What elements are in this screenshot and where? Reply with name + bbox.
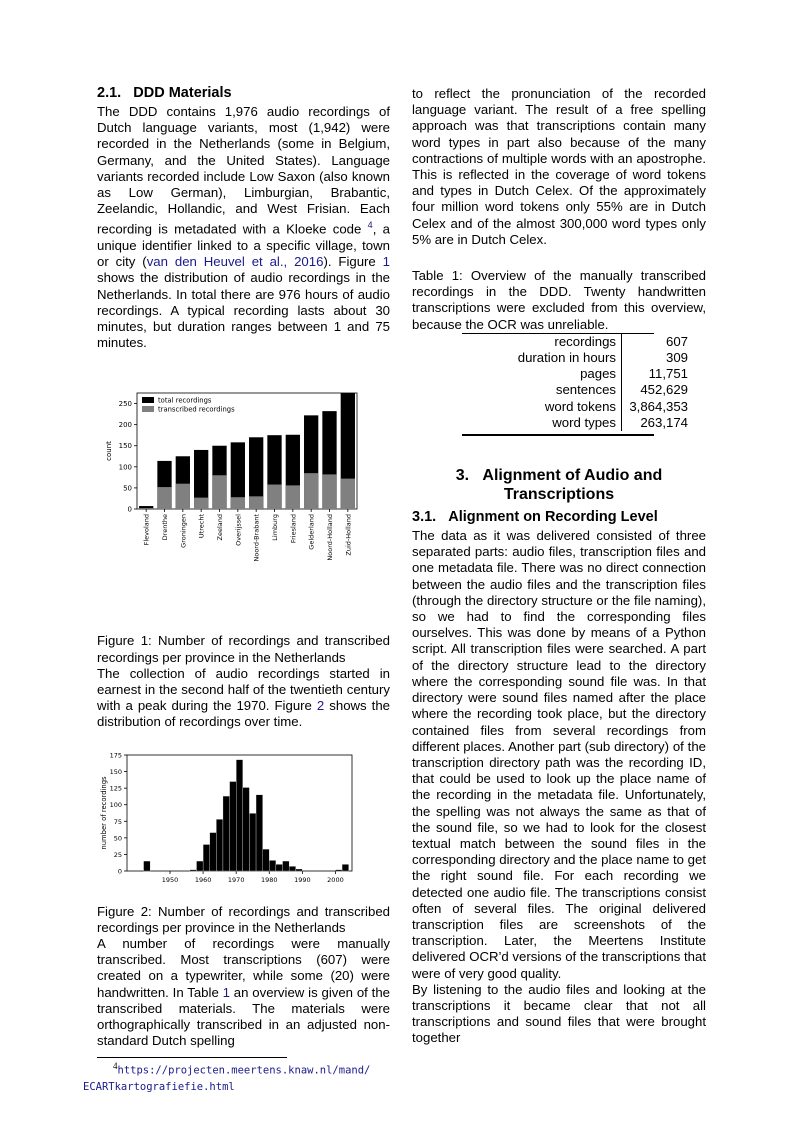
y-tick-label: 125 [109,784,122,793]
legend-swatch [142,406,154,412]
table-key: sentences [462,382,622,398]
footnote-4-continued [83,1079,390,1095]
x-tick-label: 2000 [327,875,344,884]
legend-label: total recordings [158,396,212,405]
text-run: A number of recordings were manually transcribed. Most transcriptions (607) were created on a typewriter, while some (20) were handwritten. In Table [97,936,390,1000]
x-tick-label: 1990 [294,875,311,884]
text-run: shows the distribution of audio recordings in the Netherlands. In total there are 976 hours of audio recordings. A typical recording lasts about 30 minutes, but duration ranges between 1 and 75 minutes. [97,270,390,351]
x-tick-label: Zuid-Holland [344,514,353,556]
y-tick-label: 50 [123,484,132,493]
section-title: Alignment on Recording Level [448,509,658,526]
legend-swatch [142,397,154,403]
citation-link[interactable]: van den Heuvel et al., 2016 [146,254,324,270]
footnote-number: 4 [113,1061,118,1072]
x-tick-label: Flevoland [142,514,151,546]
section-title: Alignment of Audio and Transcriptions [482,467,663,504]
legend-label: transcribed recordings [158,405,235,414]
y-tick-label: 100 [118,463,132,472]
province-bar-chart [97,387,390,613]
y-axis-label: number of recordings [100,776,108,850]
histogram-bar [263,849,270,871]
histogram-bar [249,813,256,871]
table-value: 11,751 [648,366,688,382]
paragraph-collection [97,666,390,731]
transcribed-bar [139,509,153,510]
histogram-bar [243,787,250,871]
year-histogram [97,751,390,891]
histogram-bar [342,864,349,871]
table-value: 3,864,353 [629,398,688,414]
table-bottom-rule [462,434,654,436]
footnote-url-link-cont[interactable]: ECARTkartografiefie.html [83,1080,235,1093]
histogram-bar [216,819,223,871]
histogram-bar [283,861,290,871]
footnote-4 [97,1058,390,1079]
text-run: The DDD contains 1,976 audio recordings of Dutch language variants, most (1,942) were recorded in the Netherlands (some in Belgium, Germany, and the United States). Language variants recorded include Low Saxon (also known as Low German), Limburgian, Brabantic, Zeelandic, Hollandic, and West Frisian. Each recording is metadated with a Kloeke code [97,104,390,237]
section-heading-2-1 [97,84,390,102]
transcribed-bar [267,485,281,509]
paragraph-transcription [97,936,390,1049]
table-key: duration in hours [462,350,622,366]
text-run: ). Figure [323,254,383,270]
table-value: 309 [665,350,688,366]
table-ref-link[interactable]: 1 [222,984,230,1000]
histogram-bar [223,796,230,871]
y-axis-label: count [105,441,113,462]
section-heading-3 [412,466,706,504]
overview-table [462,334,692,431]
y-tick-label: 150 [109,767,122,776]
histogram-bar [256,794,263,870]
table-1 [412,333,706,436]
histogram-bar [190,869,197,870]
histogram-bar [203,844,210,871]
x-tick-label: Zeeland [216,514,224,541]
x-tick-label: Limburg [271,514,279,542]
transcribed-bar [231,498,245,510]
table-key: recordings [462,334,622,350]
y-tick-label: 50 [113,834,122,843]
figure-ref-link[interactable]: 1 [382,254,391,270]
histogram-bar [269,860,276,871]
transcribed-bar [157,488,171,510]
transcribed-bar [194,498,208,509]
histogram-bar [230,781,237,870]
histogram-bar [236,759,243,870]
y-tick-label: 0 [127,505,132,514]
right-column [412,86,706,1047]
table-row [462,334,692,350]
paragraph-alignment: The data as it was delivered consisted of three separated parts: audio files, transcription files and one metadata file. There was no direct connection between the audio files and the transcription files (through the directory structure or the file naming), so we had to find the corresponding files ourselves. This was done by means of a Python script. All transcription files were searched. A part of the directory structure lead to the directory where the corresponding sound file was. In that directory were sound files named after the place where the recording took place, but the directory contained files from several recordings from different places. Another part (sub directory) of the transcription directory path was the recording ID, that could be used to look up the place name of the recording in the metadata file. Unfortunately, the spelling was not always the same as that of the sound file, so we had to look for the closest textual match between the sound files in the corresponding directory and the place name to get the right sound file. For each recording we detected one audio file. The transcriptions consist often of several files. The original delivered transcription files are screenshots of the transcription. Later, the Meertens Institute delivered OCR’d versions of the transcriptions that were of very good quality. [412,528,706,981]
paragraph-ddd-materials [97,104,390,351]
histogram-bar [335,869,342,870]
x-tick-label: Gelderland [307,514,316,551]
text-run: shows the distribution of recordings over time. [97,698,391,730]
x-tick-label: Drenthe [161,514,169,541]
transcribed-bar [286,486,300,510]
histogram-bar [276,864,283,871]
paragraph-listening: By listening to the audio files and looking at the transcriptions it became clear that not all transcriptions and sound files that were brought together [412,981,706,1046]
x-tick-label: 1950 [161,875,179,884]
footnote-ref-link[interactable]: 4 [367,220,373,231]
text-run: an overview is given of the transcribed materials. The materials were orthographically transcribed in an adjusted non-standard Dutch spelling [97,984,390,1049]
histogram-bar [289,866,296,871]
x-tick-label: Noord-Brabant [252,514,261,562]
section-number: 3.1. [412,509,437,526]
figure-1 [97,387,390,613]
y-tick-label: 0 [117,867,122,876]
transcribed-bar [304,474,318,510]
left-column [83,84,391,1095]
table-value: 452,629 [640,382,688,398]
text-run: , a unique identifier linked to a specific village, town or city ( [97,221,390,270]
table-1-caption: Table 1: Overview of the manually transcribed recordings in the DDD. Twenty handwritten transcriptions were excluded from this overview, because the OCR was unreliable. [412,268,706,332]
footnote-url-part1: https://projecten.meertens.knaw.nl/mand/ [117,1064,371,1077]
text-run: The collection of audio recordings started in earnest in the second half of the twentieth century with a peak during the 1970. Figure [97,665,390,714]
y-tick-label: 250 [118,400,132,409]
transcribed-bar [176,484,190,509]
table-key: word types [462,415,622,431]
figure-ref-link[interactable]: 2 [316,698,325,714]
x-tick-label: Overijssel [234,514,243,547]
x-tick-label: 1980 [261,875,278,884]
figure-2-caption: Figure 2: Number of recordings and transcribed recordings per province in the Netherlands [97,903,390,935]
section-title: DDD Materials [133,85,232,101]
histogram-bar [210,832,217,870]
y-tick-label: 25 [113,850,122,859]
y-tick-label: 175 [109,751,122,760]
paragraph-spelling: to reflect the pronunciation of the recorded language variant. The result of a free spelling approach was that transcriptions contain many word types in part also because of the many contractions of multiple words with an apostrophe. This is reflected in the coverage of word tokens and types in Dutch Celex. Of the approximately four million word tokens only 55% are in Dutch Celex and of the almost 300,000 word types only 5% are in Dutch Celex. [412,86,706,247]
y-tick-label: 75 [113,817,122,826]
y-tick-label: 100 [109,800,122,809]
section-heading-3-1 [412,508,706,526]
x-tick-label: Utrecht [197,514,206,539]
x-tick-label: Groningen [179,514,188,549]
table-row [462,415,692,431]
table-value: 263,174 [640,414,688,430]
histogram-bar [196,861,203,871]
histogram-bar [296,869,303,871]
table-value: 607 [665,333,688,349]
figure-2 [97,751,390,891]
y-tick-label: 200 [118,421,132,430]
x-tick-label: Noord-Holland [326,514,334,561]
transcribed-bar [322,475,336,510]
x-tick-label: 1960 [194,875,212,884]
histogram-bar [144,861,151,871]
table-row [462,366,692,382]
y-tick-label: 150 [118,442,132,451]
transcribed-bar [212,476,226,510]
footnote-url-link[interactable] [118,1065,371,1077]
section-number: 3. [455,467,470,485]
figure-1-caption: Figure 1: Number of recordings and transcribed recordings per province in the Netherlands [97,633,390,665]
table-row [462,399,692,415]
section-number: 2.1. [97,85,122,101]
transcribed-bar [249,497,263,510]
table-key: pages [462,366,622,382]
table-row [462,350,692,366]
table-row [462,382,692,398]
transcribed-bar [341,479,355,509]
x-tick-label: 1970 [227,875,245,884]
x-tick-label: Friesland [289,514,298,544]
table-key: word tokens [462,399,622,415]
